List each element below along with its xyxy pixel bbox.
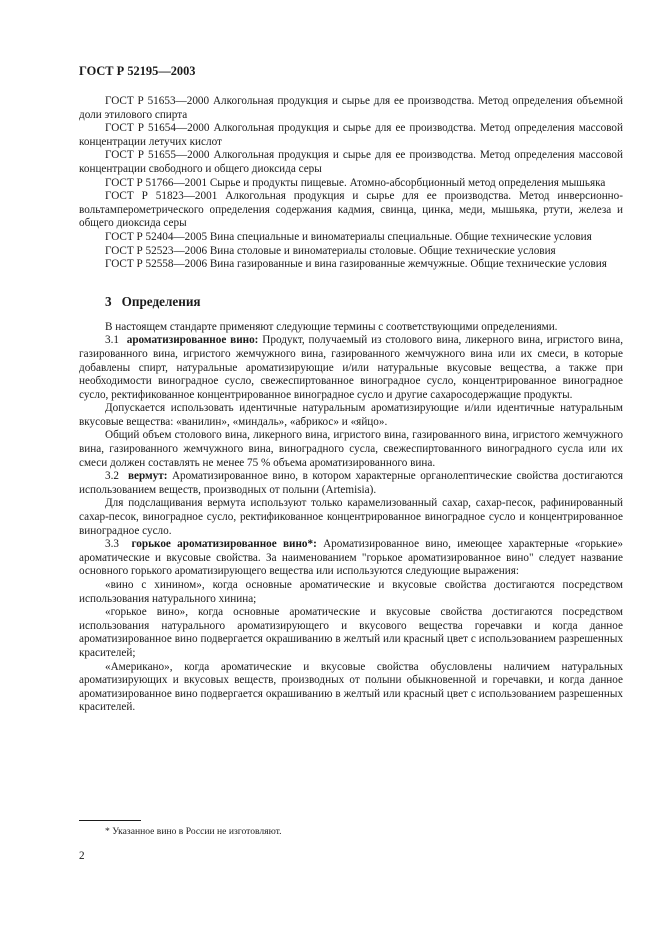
section-number: 3 [105,293,112,309]
reference-item: ГОСТ Р 52558—2006 Вина газированные и вина газированные жемчужные. Общие технические условия [105,258,607,271]
clause-number: 3.1 [105,334,119,347]
term-bitter-aromatized-wine: горькое ароматизированное вино*: [131,538,317,551]
section-title: Определения [121,293,201,309]
reference-item: ГОСТ Р 51654—2000 Алкогольная продукция и сырье для ее производства. Метод определения массовой концентрации летучих кислот [79,122,623,148]
allowed-substances-paragraph: Допускается использовать идентичные натуральным ароматизирующие и/или идентичные натуральным вкусовые вещества: «ванилин», «миндаль», «абрикос» и «яйцо». [79,402,623,428]
document-header: ГОСТ Р 52195—2003 [79,64,196,78]
footnote: * Указанное вино в России не изготовляют. [105,826,282,837]
reference-list [79,95,623,272]
definition-text: Продукт, получаемый из столового вина, ликерного вина, игристого вина, газированного вина, игристого жемчужного вина, газированного жемчужного вина или их смеси, в которые добавлены спирт, натуральные ароматизирующие и/или натуральные вкусовые вещества, а также при необходимости виноградное сусло, свежеспиртованное виноградное сусло, концентрированное виноградное сусло, ректификованное концентрированное виноградное сусло и другие сахаросодержащие продукты. [79,334,624,401]
reference-item: ГОСТ Р 52523—2006 Вина столовые и виноматериалы столовые. Общие технические условия [105,244,556,257]
quinine-wine-paragraph: «вино с хинином», когда основные ароматические и вкусовые свойства достигаются посредством использования натурального хинина; [79,579,623,605]
intro-paragraph: В настоящем стандарте применяют следующие термины с соответствующими определениями. [105,320,558,333]
definition-3-1 [79,334,623,402]
reference-item: ГОСТ Р 51655—2000 Алкогольная продукция и сырье для ее производства. Метод определения массовой концентрации свободного и общего диоксида серы [79,149,623,175]
clause-number: 3.3 [105,538,119,551]
term-aromatized-wine: ароматизированное вино: [126,334,259,347]
reference-item: ГОСТ Р 51766—2001 Сырье и продукты пищевые. Атомно-абсорбционный метод определения мышьяка [105,176,606,189]
volume-paragraph: Общий объем столового вина, ликерного вина, игристого вина, газированного вина, игристого жемчужного вина, газированного жемчужного вина, виноградного сусла, свежеспиртованного виноградного сусла или их смеси должен составлять не менее 75 % объема ароматизированного вина. [79,429,623,469]
term-vermouth: вермут: [127,470,168,483]
reference-item: ГОСТ Р 51823—2001 Алкогольная продукция и сырье для ее производства. Метод инверсионно-вольтамперометрического определения содержания кадмия, свинца, цинка, меди, мышьяка, ртути, железа и общего диоксида серы [79,190,623,230]
reference-item: ГОСТ Р 51653—2000 Алкогольная продукция и сырье для ее производства. Метод определения объемной доли этилового спирта [79,95,623,121]
page-number: 2 [79,850,85,862]
bitter-wine-paragraph: «горькое вино», когда основные ароматические и вкусовые свойства достигаются посредством использования натурального ароматизирующего и вкусового вещества горечавки и когда данное ароматизированное вино подвергается окрашиванию в желтый или красный цвет с использованием разрешенных красителей; [79,606,623,659]
definition-text: Ароматизированное вино, имеющее характерные «горькие» ароматические и вкусовые свойства. За наименованием "горькое ароматизированное вино" следует название основного горького ароматизирующего вещества или используются следующие выражения: [79,538,624,578]
sweetening-paragraph: Для подслащивания вермута используют только карамелизованный сахар, сахар-песок, рафинированный сахар-песок, виноградное сусло, ректификованное концентрированное виноградное сусло и концентрированное виноградное сусло. [79,497,623,537]
section-heading [105,294,623,309]
definition-text: Ароматизированное вино, в котором характерные органолептические свойства достигаются использованием веществ, производных от полыни (Artemisia). [79,470,624,496]
clause-number: 3.2 [105,470,119,483]
americano-paragraph: «Американо», когда ароматические и вкусовые свойства обусловлены наличием натуральных ароматизирующих и вкусовых веществ, производных от полыни обыкновенной и горечавки, и когда данное ароматизированное вино подвергается окрашиванию в желтый или красный цвет с использованием разрешенных красителей. [79,660,623,714]
footnote-divider [79,820,141,821]
definition-3-2 [79,470,623,497]
definition-3-3 [79,538,623,579]
reference-item: ГОСТ Р 52404—2005 Вина специальные и виноматериалы специальные. Общие технические условия [105,230,592,243]
